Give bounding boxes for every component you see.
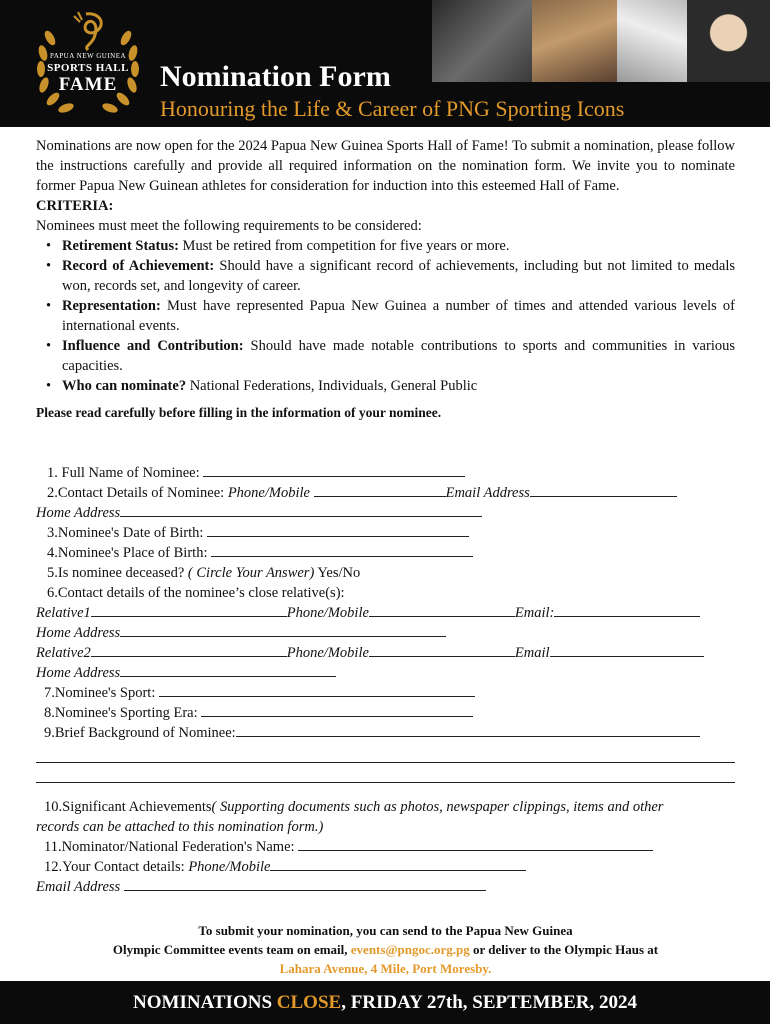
relative1-phone-blank[interactable]	[369, 603, 515, 617]
intro-paragraph: Nominations are now open for the 2024 Papua New Guinea Sports Hall of Fame! To submit a nomination, please follow the instructions carefully and provide all required information on the nomination form. We invite you to nominate former Papua New Guinean athletes for consideration for induction into this esteemed Hall of Fame.	[36, 138, 735, 194]
bullet-icon: •	[46, 258, 52, 274]
background-blank-line[interactable]	[36, 763, 735, 783]
page-subtitle: Honouring the Life & Career of PNG Sporting Icons	[160, 96, 625, 121]
criteria-item-label: Influence and Contribution:	[62, 338, 244, 354]
spacer	[36, 783, 735, 797]
criteria-item-text: Should have made notable contributions to sports and communities in various capacities.	[62, 338, 735, 374]
field-place-of-birth	[36, 543, 735, 563]
athlete-photo	[617, 0, 687, 82]
field-label: 7.Nominee's Sport:	[44, 685, 156, 701]
criteria-item-label: Representation:	[62, 298, 161, 314]
field-hint: ( Circle Your Answer)	[187, 565, 315, 581]
nominee-address-blank[interactable]	[120, 503, 482, 517]
background-blank-line[interactable]	[36, 743, 735, 763]
field-label: 3.Nominee's Date of Birth:	[47, 525, 204, 541]
field-sublabel: Phone/Mobile	[286, 645, 369, 661]
field-label: 4.Nominee's Place of Birth:	[47, 545, 208, 561]
athlete-photo	[432, 0, 532, 82]
field-deceased	[36, 563, 735, 583]
bullet-icon: •	[46, 298, 52, 314]
field-sublabel: Relative1	[36, 605, 91, 621]
bullet-icon: •	[46, 338, 52, 354]
field-relative1-address	[36, 623, 735, 643]
field-your-email	[36, 877, 735, 897]
deadline-text: NOMINATIONS	[133, 992, 277, 1013]
field-label: 10.Significant Achievements	[44, 799, 212, 815]
field-sublabel: Email	[514, 645, 550, 661]
relative2-name-blank[interactable]	[91, 643, 287, 657]
criteria-item-text: Must have represented Papua New Guinea a number of times and attended various levels of international events.	[62, 298, 735, 334]
field-label: 9.Brief Background of Nominee:	[44, 725, 236, 741]
submit-line-1: To submit your nomination, you can send to the Papua New Guinea	[198, 923, 573, 938]
field-label: 2.Contact Details of Nominee:	[47, 485, 225, 501]
submit-text: Olympic Committee events team on email,	[112, 942, 351, 957]
field-your-contact	[36, 857, 735, 877]
criteria-item	[36, 256, 735, 296]
hall-of-fame-logo	[28, 8, 148, 120]
field-relative2-address	[36, 663, 735, 683]
criteria-item	[36, 336, 735, 376]
sport-blank[interactable]	[159, 683, 475, 697]
field-background	[36, 723, 735, 743]
field-sublabel: Phone/Mobile	[286, 605, 369, 621]
submit-address: Lahara Avenue, 4 Mile, Port Moresby.	[279, 961, 492, 976]
deadline-close-word: CLOSE	[276, 992, 342, 1013]
relative1-name-blank[interactable]	[91, 603, 287, 617]
criteria-item	[36, 236, 735, 256]
relative2-phone-blank[interactable]	[369, 643, 515, 657]
field-label: 12.Your Contact details:	[44, 859, 185, 875]
field-relative2	[36, 643, 735, 663]
logo-text-country: PAPUA NEW GUINEA	[49, 52, 127, 60]
deceased-options[interactable]: Yes/No	[317, 565, 361, 581]
athlete-photo	[687, 0, 770, 82]
page-title: Nomination Form	[160, 60, 391, 93]
field-label: 8.Nominee's Sporting Era:	[44, 705, 198, 721]
athlete-photo-collage	[432, 0, 770, 82]
header-banner	[0, 0, 770, 127]
submit-text: or deliver to the Olympic Haus at	[469, 942, 659, 957]
relative1-address-blank[interactable]	[120, 623, 446, 637]
background-blank[interactable]	[236, 723, 700, 737]
criteria-item-text: Should have a significant record of achievements, including but not limited to medals won, records set, and longevity of career.	[62, 258, 735, 294]
criteria-item	[36, 376, 735, 396]
field-sublabel: Relative2	[36, 645, 91, 661]
field-hint: records can be attached to this nomination form.)	[36, 819, 324, 835]
field-relative1	[36, 603, 735, 623]
field-sublabel: Email Address	[36, 879, 121, 895]
criteria-item-label: Retirement Status:	[62, 238, 179, 254]
field-relatives	[36, 583, 735, 603]
relative2-address-blank[interactable]	[120, 663, 336, 677]
logo-text-fame: FAME	[58, 74, 118, 95]
intro-section	[36, 136, 735, 423]
field-date-of-birth	[36, 523, 735, 543]
dob-blank[interactable]	[207, 523, 469, 537]
field-achievements-hint	[36, 817, 735, 837]
relative2-email-blank[interactable]	[550, 643, 704, 657]
field-label: 5.Is nominee deceased?	[47, 565, 185, 581]
deadline-date: , FRIDAY 27th, SEPTEMBER, 2024	[341, 992, 637, 1013]
criteria-item-text: National Federations, Individuals, General Public	[186, 378, 478, 394]
field-hint: ( Supporting documents such as photos, newspaper clippings, items and other	[211, 799, 664, 815]
bullet-icon: •	[46, 378, 52, 394]
field-sublabel: Phone/Mobile	[227, 485, 310, 501]
nominator-phone-blank[interactable]	[270, 857, 526, 871]
criteria-list	[36, 236, 735, 396]
field-label: 1. Full Name of Nominee:	[47, 465, 200, 481]
nominee-phone-blank[interactable]	[314, 483, 446, 497]
deadline-banner	[0, 981, 770, 1024]
field-full-name	[36, 463, 735, 483]
logo-text-sports-hall: SPORTS HALL	[47, 62, 129, 74]
submit-line-2	[36, 940, 735, 959]
field-nominator	[36, 837, 735, 857]
criteria-lead: Nominees must meet the following requirements to be considered:	[36, 218, 422, 234]
nominator-email-blank[interactable]	[124, 877, 486, 891]
place-of-birth-blank[interactable]	[211, 543, 473, 557]
field-label: 11.Nominator/National Federation's Name:	[44, 839, 295, 855]
field-label: 6.Contact details of the nominee’s close relative(s):	[47, 585, 345, 601]
criteria-item	[36, 296, 735, 336]
field-home-address	[36, 503, 735, 523]
nominator-name-blank[interactable]	[298, 837, 653, 851]
criteria-item-text: Must be retired from competition for five years or more.	[178, 238, 510, 254]
field-sublabel: Email Address	[445, 485, 530, 501]
criteria-item-label: Who can nominate?	[62, 378, 187, 394]
instruction-note: Please read carefully before filling in the information of your nominee.	[36, 405, 442, 420]
sporting-era-blank[interactable]	[201, 703, 473, 717]
relative1-email-blank[interactable]	[554, 603, 700, 617]
field-sublabel: Phone/Mobile	[188, 859, 271, 875]
field-sport	[36, 683, 735, 703]
bullet-icon: •	[46, 238, 52, 254]
field-sporting-era	[36, 703, 735, 723]
submission-instructions	[36, 921, 735, 978]
field-sublabel: Home Address	[36, 625, 121, 641]
nominee-email-blank[interactable]	[530, 483, 677, 497]
field-sublabel: Home Address	[36, 665, 121, 681]
criteria-heading: CRITERIA:	[36, 198, 114, 214]
criteria-item-label: Record of Achievement:	[62, 258, 215, 274]
field-contact-details	[36, 483, 735, 503]
field-achievements	[36, 797, 735, 817]
field-sublabel: Home Address	[36, 505, 121, 521]
athlete-photo	[532, 0, 617, 82]
nomination-form-fields	[36, 463, 735, 897]
submit-email-link[interactable]: events@pngoc.org.pg	[350, 942, 470, 957]
full-name-blank[interactable]	[203, 463, 465, 477]
field-sublabel: Email:	[514, 605, 555, 621]
